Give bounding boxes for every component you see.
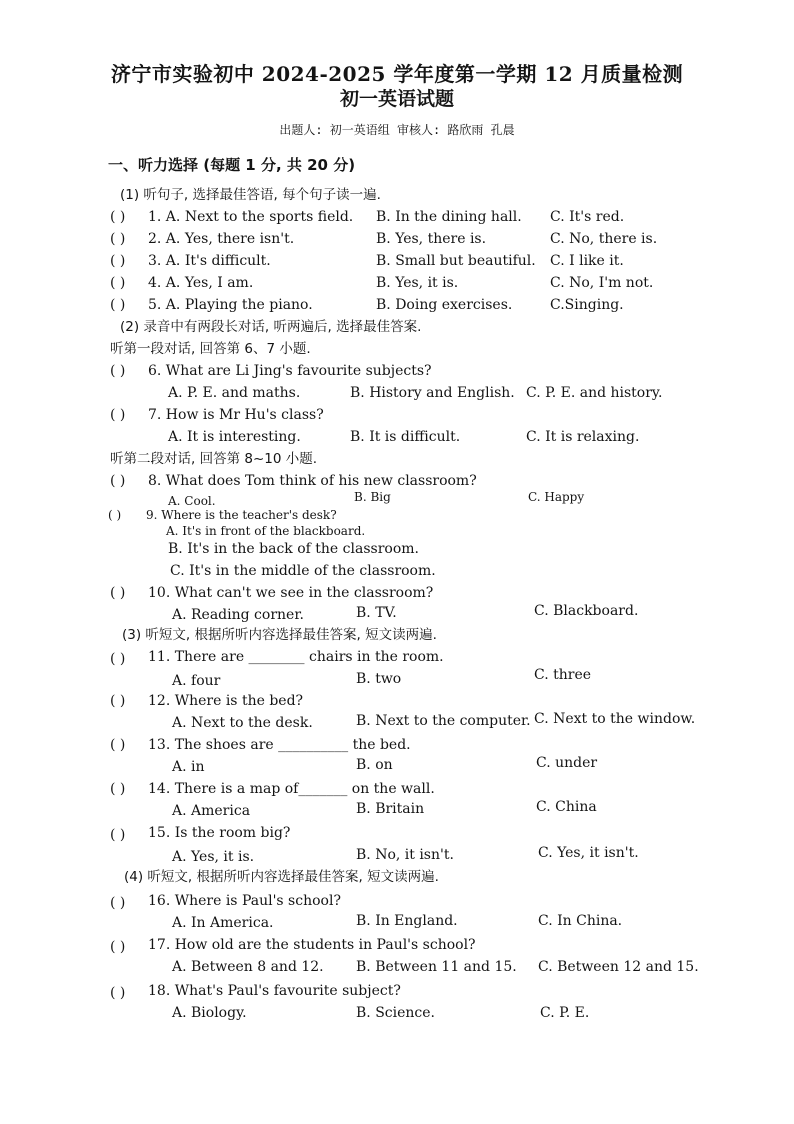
q5-c: C.Singing.: [550, 297, 624, 313]
q2-a: 2. A. Yes, there isn't.: [148, 231, 295, 247]
q1-c: C. It's red.: [550, 209, 625, 225]
q17-b: B. Between 11 and 15.: [356, 959, 517, 975]
q7-c: C. It is relaxing.: [526, 429, 640, 445]
q4-a: 4. A. Yes, I am.: [148, 275, 254, 291]
q17-a: A. Between 8 and 12.: [172, 959, 324, 975]
answer-paren[interactable]: ( ): [110, 407, 126, 423]
exam-subtitle: 初一英语试题: [339, 88, 454, 110]
part1-instruction: (1) 听句子, 选择最佳答语, 每个句子读一遍.: [120, 187, 381, 203]
answer-paren[interactable]: ( ): [110, 693, 126, 709]
q7-a: A. It is interesting.: [168, 429, 301, 445]
q9-stem: 9. Where is the teacher's desk?: [146, 508, 337, 522]
q16-a: A. In America.: [172, 915, 274, 931]
q18-stem: 18. What's Paul's favourite subject?: [148, 983, 401, 999]
q11-b: B. two: [356, 671, 402, 687]
q18-c: C. P. E.: [540, 1005, 590, 1021]
q17-stem: 17. How old are the students in Paul's school?: [148, 937, 476, 953]
exam-title: 济宁市实验初中 2024-2025 学年度第一学期 12 月质量检测: [110, 62, 684, 86]
part4-instruction: (4) 听短文, 根据所听内容选择最佳答案, 短文读两遍.: [124, 869, 439, 885]
q14-stem: 14. There is a map of_______ on the wall.: [148, 781, 435, 797]
q5-b: B. Doing exercises.: [376, 297, 513, 313]
q8-c: C. Happy: [528, 490, 585, 504]
answer-paren[interactable]: ( ): [110, 939, 126, 955]
q8-b: B. Big: [354, 490, 391, 504]
q10-b: B. TV.: [356, 605, 397, 621]
q9-c: C. It's in the middle of the classroom.: [170, 563, 436, 579]
q3-c: C. I like it.: [550, 253, 624, 269]
answer-paren[interactable]: ( ): [110, 297, 126, 313]
q6-b: B. History and English.: [350, 385, 515, 401]
q10-c: C. Blackboard.: [534, 603, 639, 619]
q15-a: A. Yes, it is.: [172, 849, 255, 865]
part2-instruction: (2) 录音中有两段长对话, 听两遍后, 选择最佳答案.: [120, 319, 422, 335]
q7-stem: 7. How is Mr Hu's class?: [148, 407, 324, 423]
answer-paren[interactable]: ( ): [110, 985, 126, 1001]
answer-paren[interactable]: ( ): [110, 253, 126, 269]
q18-b: B. Science.: [356, 1005, 435, 1021]
q4-b: B. Yes, it is.: [376, 275, 459, 291]
exam-meta: 出题人: 初一英语组 审核人: 路欣雨 孔晨: [279, 123, 515, 137]
q7-b: B. It is difficult.: [350, 429, 461, 445]
q13-c: C. under: [536, 755, 598, 771]
q4-c: C. No, I'm not.: [550, 275, 654, 291]
answer-paren[interactable]: ( ): [110, 231, 126, 247]
answer-paren[interactable]: ( ): [110, 781, 126, 797]
q6-stem: 6. What are Li Jing's favourite subjects?: [148, 363, 432, 379]
q1-b: B. In the dining hall.: [376, 209, 522, 225]
q12-stem: 12. Where is the bed?: [148, 693, 304, 709]
q14-b: B. Britain: [356, 801, 425, 817]
q15-stem: 15. Is the room big?: [148, 825, 291, 841]
q3-a: 3. A. It's difficult.: [148, 253, 271, 269]
dialog2-instruction: 听第二段对话, 回答第 8~10 小题.: [110, 451, 318, 467]
q5-a: 5. A. Playing the piano.: [148, 297, 313, 313]
q11-stem: 11. There are ________ chairs in the room.: [148, 649, 444, 665]
q16-stem: 16. Where is Paul's school?: [148, 893, 341, 909]
q8-stem: 8. What does Tom think of his new classroom?: [148, 473, 477, 489]
answer-paren[interactable]: ( ): [110, 737, 126, 753]
answer-paren[interactable]: ( ): [110, 895, 126, 911]
dialog1-instruction: 听第一段对话, 回答第 6、7 小题.: [110, 341, 311, 357]
q6-c: C. P. E. and history.: [526, 385, 663, 401]
q12-b: B. Next to the computer.: [356, 713, 531, 729]
section-title: 一、听力选择 (每题 1 分, 共 20 分): [108, 156, 356, 174]
q9-b: B. It's in the back of the classroom.: [168, 541, 419, 557]
answer-paren[interactable]: ( ): [110, 651, 126, 667]
q8-a: A. Cool.: [168, 494, 216, 508]
q15-c: C. Yes, it isn't.: [538, 845, 639, 861]
answer-paren[interactable]: ( ): [110, 827, 126, 843]
q16-c: C. In China.: [538, 913, 623, 929]
part3-instruction: (3) 听短文, 根据所听内容选择最佳答案, 短文读两遍.: [122, 627, 437, 643]
answer-paren[interactable]: ( ): [110, 585, 126, 601]
q16-b: B. In England.: [356, 913, 458, 929]
q13-stem: 13. The shoes are __________ the bed.: [148, 737, 411, 753]
answer-paren[interactable]: ( ): [108, 508, 122, 522]
q10-a: A. Reading corner.: [172, 607, 304, 623]
q12-c: C. Next to the window.: [534, 711, 696, 727]
q9-a: A. It's in front of the blackboard.: [166, 524, 366, 538]
q14-c: C. China: [536, 799, 597, 815]
q10-stem: 10. What can't we see in the classroom?: [148, 585, 434, 601]
q13-b: B. on: [356, 757, 393, 773]
q14-a: A. America: [172, 803, 251, 819]
q2-c: C. No, there is.: [550, 231, 658, 247]
q3-b: B. Small but beautiful.: [376, 253, 536, 269]
q13-a: A. in: [172, 759, 205, 775]
answer-paren[interactable]: ( ): [110, 275, 126, 291]
q11-a: A. four: [172, 673, 221, 689]
q1-a: 1. A. Next to the sports field.: [148, 209, 354, 225]
answer-paren[interactable]: ( ): [110, 473, 126, 489]
q17-c: C. Between 12 and 15.: [538, 959, 699, 975]
answer-paren[interactable]: ( ): [110, 209, 126, 225]
q15-b: B. No, it isn't.: [356, 847, 454, 863]
q11-c: C. three: [534, 667, 592, 683]
q18-a: A. Biology.: [172, 1005, 247, 1021]
q2-b: B. Yes, there is.: [376, 231, 487, 247]
q6-a: A. P. E. and maths.: [168, 385, 301, 401]
q12-a: A. Next to the desk.: [172, 715, 313, 731]
answer-paren[interactable]: ( ): [110, 363, 126, 379]
